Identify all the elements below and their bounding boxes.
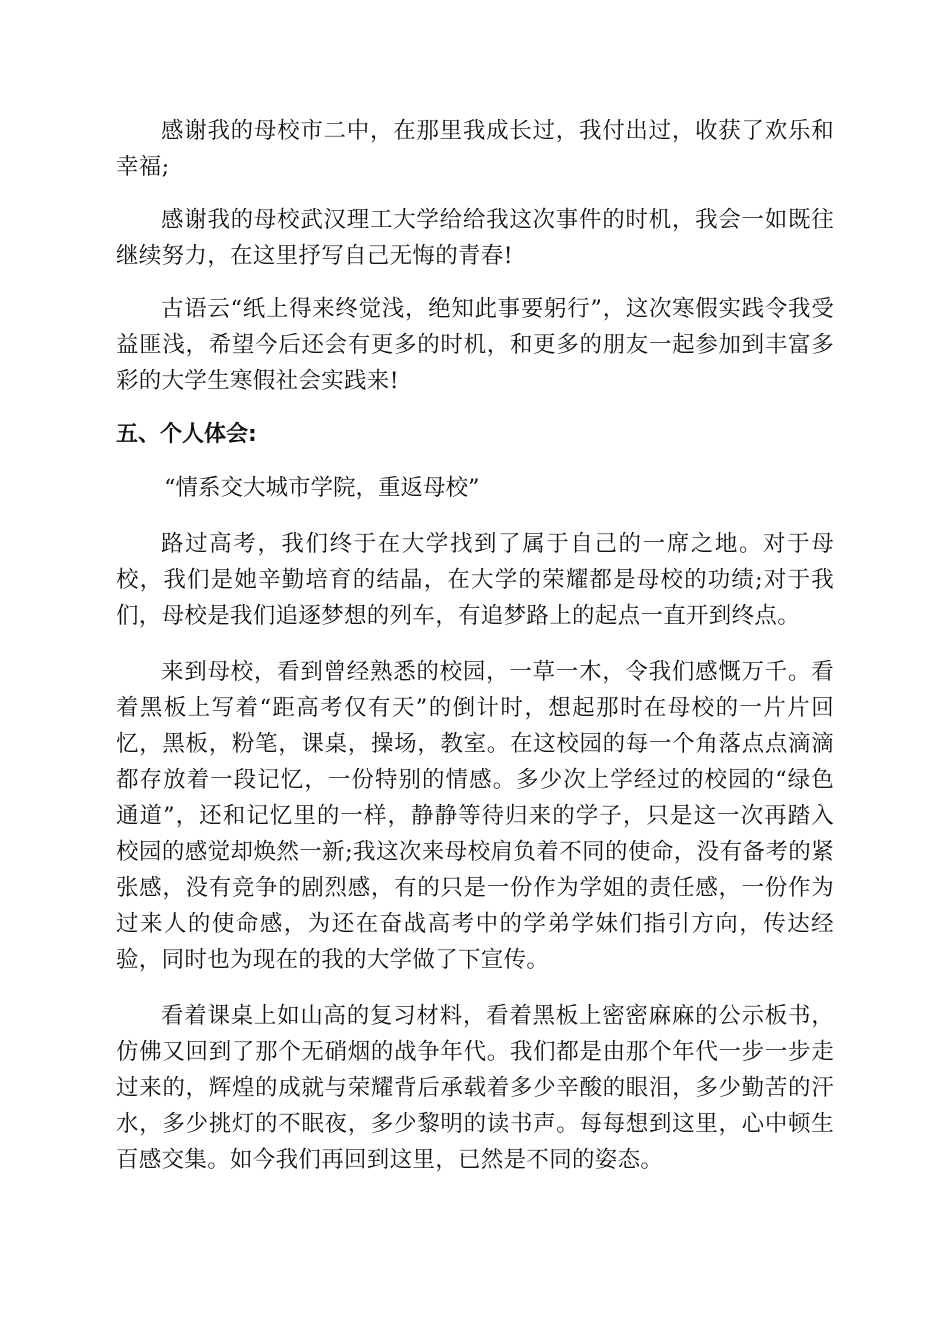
paragraph-campus-memories: 来到母校，看到曾经熟悉的校园，一草一木，令我们感慨万千。看着黑板上写着“距高考仅有天”的倒计时，想起那时在母校的一片片回忆，黑板，粉笔，课桌，操场，教室。在这校园的每一个角落点点滴滴都存放着一段记忆，一份特别的情感。多少次上学经过的校园的“绿色通道”，还和记忆里的一样，静静等待归来的学子，只是这一次再踏入校园的感觉却焕然一新;我这次来母校肩负着不同的使命，没有备考的紧张感，没有竞争的剧烈感，有的只是一份作为学姐的责任感，一份作为过来人的使命感，为还在奋战高考中的学弟学妹们指引方向，传达经验，同时也为现在的我的大学做了下宣传。: [116, 659, 834, 973]
paragraph-thanks-university: 感谢我的母校武汉理工大学给给我这次事件的时机，我会一如既往继续努力，在这里抒写自己无悔的青春!: [116, 207, 834, 269]
paragraph-ancient-saying: 古语云“纸上得来终觉浅，绝知此事要躬行”，这次寒假实践令我受益匪浅，希望今后还会有更多的时机，和更多的朋友一起参加到丰富多彩的大学生寒假社会实践来!: [116, 296, 834, 394]
paragraph-thanks-middle-school: 感谢我的母校市二中，在那里我成长过，我付出过，收获了欢乐和幸福;: [116, 118, 834, 180]
section-subtitle: “情系交大城市学院，重返母校”: [164, 475, 480, 501]
document-page: [116, 113, 834, 1178]
paragraph-review-materials: 看着课桌上如山高的复习材料，看着黑板上密密麻麻的公示板书，仿佛又回到了那个无硝烟的战争年代。我们都是由那个年代一步一步走过来的，辉煌的成就与荣耀背后承载着多少辛酸的眼泪，多少勤苦的汗水，多少挑灯的不眠夜，多少黎明的读书声。每每想到这里，心中顿生百感交集。如今我们再回到这里，已然是不同的姿态。: [116, 1003, 834, 1173]
section-heading: 五、个人体会:: [116, 422, 257, 447]
paragraph-after-gaokao: 路过高考，我们终于在大学找到了属于自己的一席之地。对于母校，我们是她辛勤培育的结晶，在大学的荣耀都是母校的功绩;对于我们，母校是我们追逐梦想的列车，有追梦路上的起点一直开到终点。: [116, 531, 834, 629]
